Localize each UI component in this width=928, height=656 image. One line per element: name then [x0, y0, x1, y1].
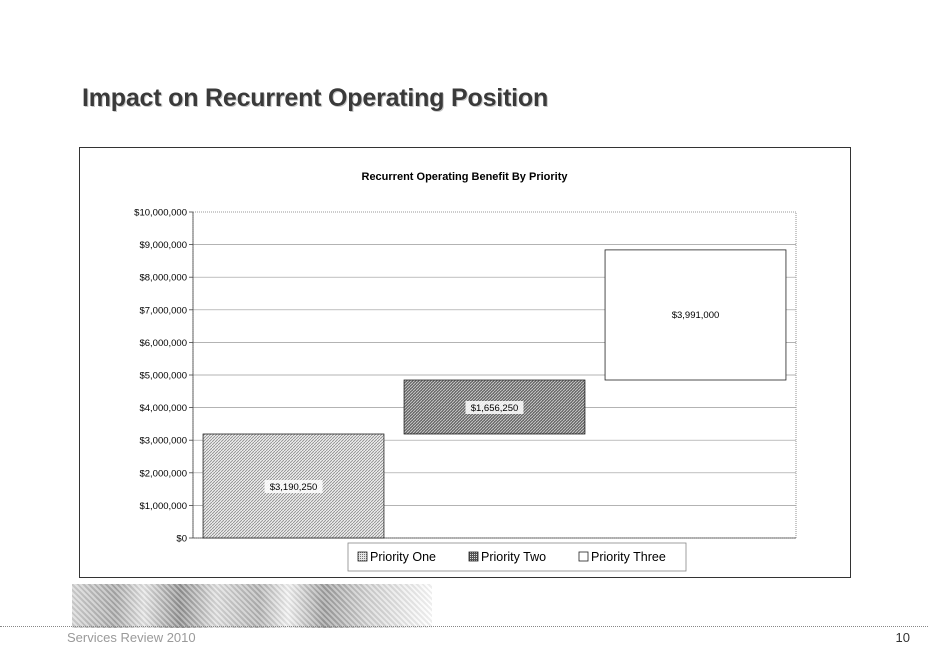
slide-title: Impact on Recurrent Operating Position	[82, 84, 549, 112]
y-tick-label: $6,000,000	[139, 337, 187, 349]
y-tick-label: $2,000,000	[139, 468, 187, 480]
y-tick-label: $8,000,000	[139, 272, 187, 284]
footer-title: Services Review 2010	[67, 630, 196, 645]
data-label: $3,991,000	[671, 309, 720, 321]
y-tick-label: $4,000,000	[139, 403, 187, 415]
y-tick-label: $3,000,000	[139, 435, 187, 447]
y-tick-label: $7,000,000	[139, 305, 187, 317]
legend-swatch	[469, 552, 478, 561]
page-number: 10	[895, 630, 910, 645]
legend-swatch	[358, 552, 367, 561]
chart-title: Recurrent Operating Benefit By Priority	[361, 171, 568, 183]
legend-label: Priority One	[370, 550, 436, 564]
legend-label: Priority Two	[481, 550, 547, 564]
photo-collage-banner	[72, 584, 432, 628]
recurrent-benefit-chart	[80, 148, 850, 577]
y-tick-label: $1,000,000	[139, 500, 187, 512]
footer-divider	[0, 626, 928, 627]
data-label: $1,656,250	[470, 403, 519, 415]
chart-frame	[79, 147, 851, 578]
y-tick-label: $0	[176, 533, 187, 545]
y-tick-label: $10,000,000	[134, 207, 187, 219]
legend-swatch	[579, 552, 588, 561]
legend-label: Priority Three	[591, 550, 666, 564]
y-tick-label: $9,000,000	[139, 240, 187, 252]
y-tick-label: $5,000,000	[139, 370, 187, 382]
data-label: $3,190,250	[269, 481, 318, 493]
